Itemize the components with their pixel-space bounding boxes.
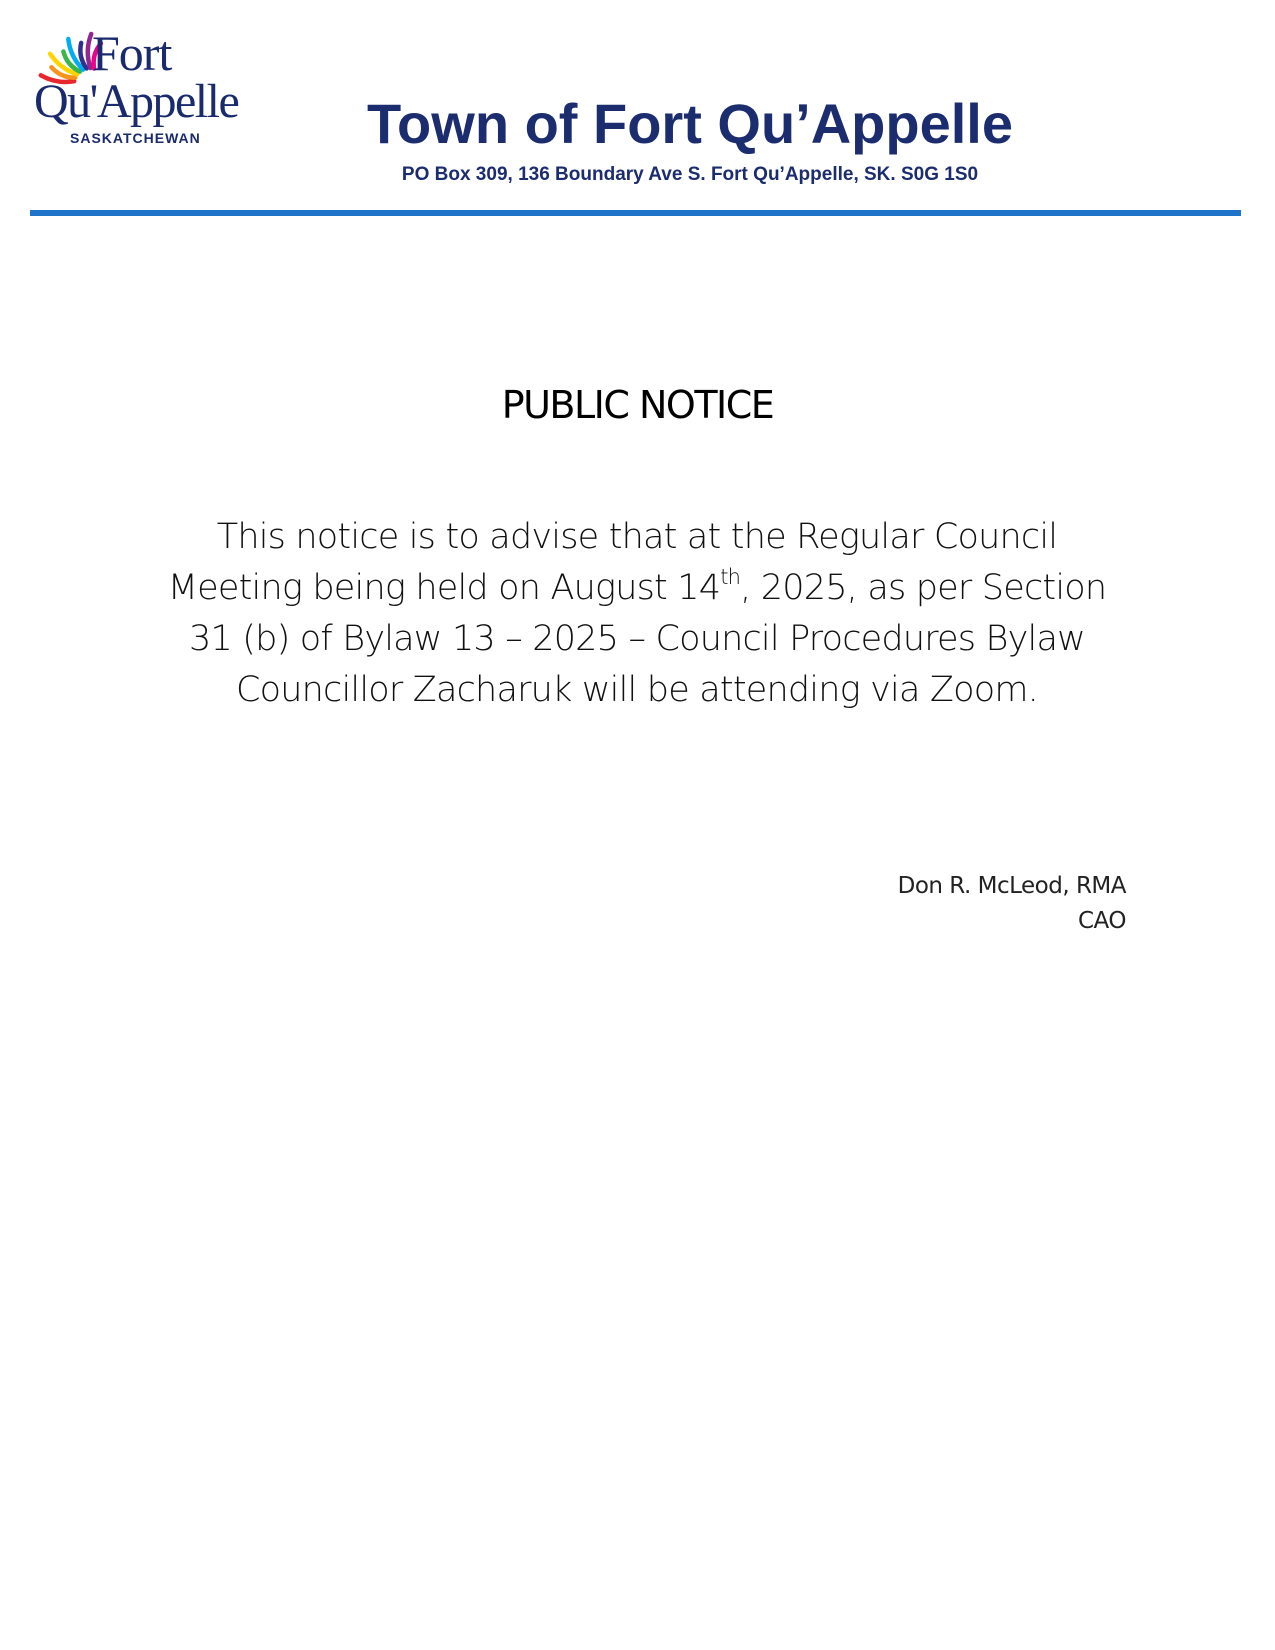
logo-fort-text: Fort bbox=[92, 25, 172, 81]
notice-line-text: , 2025, as per Section bbox=[740, 568, 1107, 608]
logo-region-text: SASKATCHEWAN bbox=[70, 130, 201, 146]
notice-body bbox=[137, 512, 1137, 716]
notice-line bbox=[137, 563, 1137, 614]
notice-line: 31 (b) of Bylaw 13 – 2025 – Council Procedures Bylaw bbox=[189, 619, 1085, 659]
town-logo bbox=[32, 22, 242, 147]
signatory-name: Don R. McLeod, RMA bbox=[897, 873, 1126, 899]
notice-line: This notice is to advise that at the Regular Council bbox=[216, 517, 1058, 557]
logo-burst-ray bbox=[88, 34, 91, 68]
town-title: Town of Fort Qu’Appelle bbox=[367, 92, 1013, 155]
header-divider bbox=[30, 210, 1241, 216]
notice-line: Councillor Zacharuk will be attending via Zoom. bbox=[236, 670, 1038, 710]
notice-line-text: Meeting being held on August 14 bbox=[167, 568, 721, 608]
signatory-title: CAO bbox=[1078, 908, 1126, 934]
notice-heading: PUBLIC NOTICE bbox=[501, 383, 774, 427]
town-address: PO Box 309, 136 Boundary Ave S. Fort Qu’Appelle, SK. S0G 1S0 bbox=[401, 164, 979, 185]
logo-quappelle-text: Qu'Appelle bbox=[34, 75, 239, 128]
signature-block bbox=[898, 869, 1126, 939]
ordinal-suffix: th bbox=[720, 565, 741, 589]
